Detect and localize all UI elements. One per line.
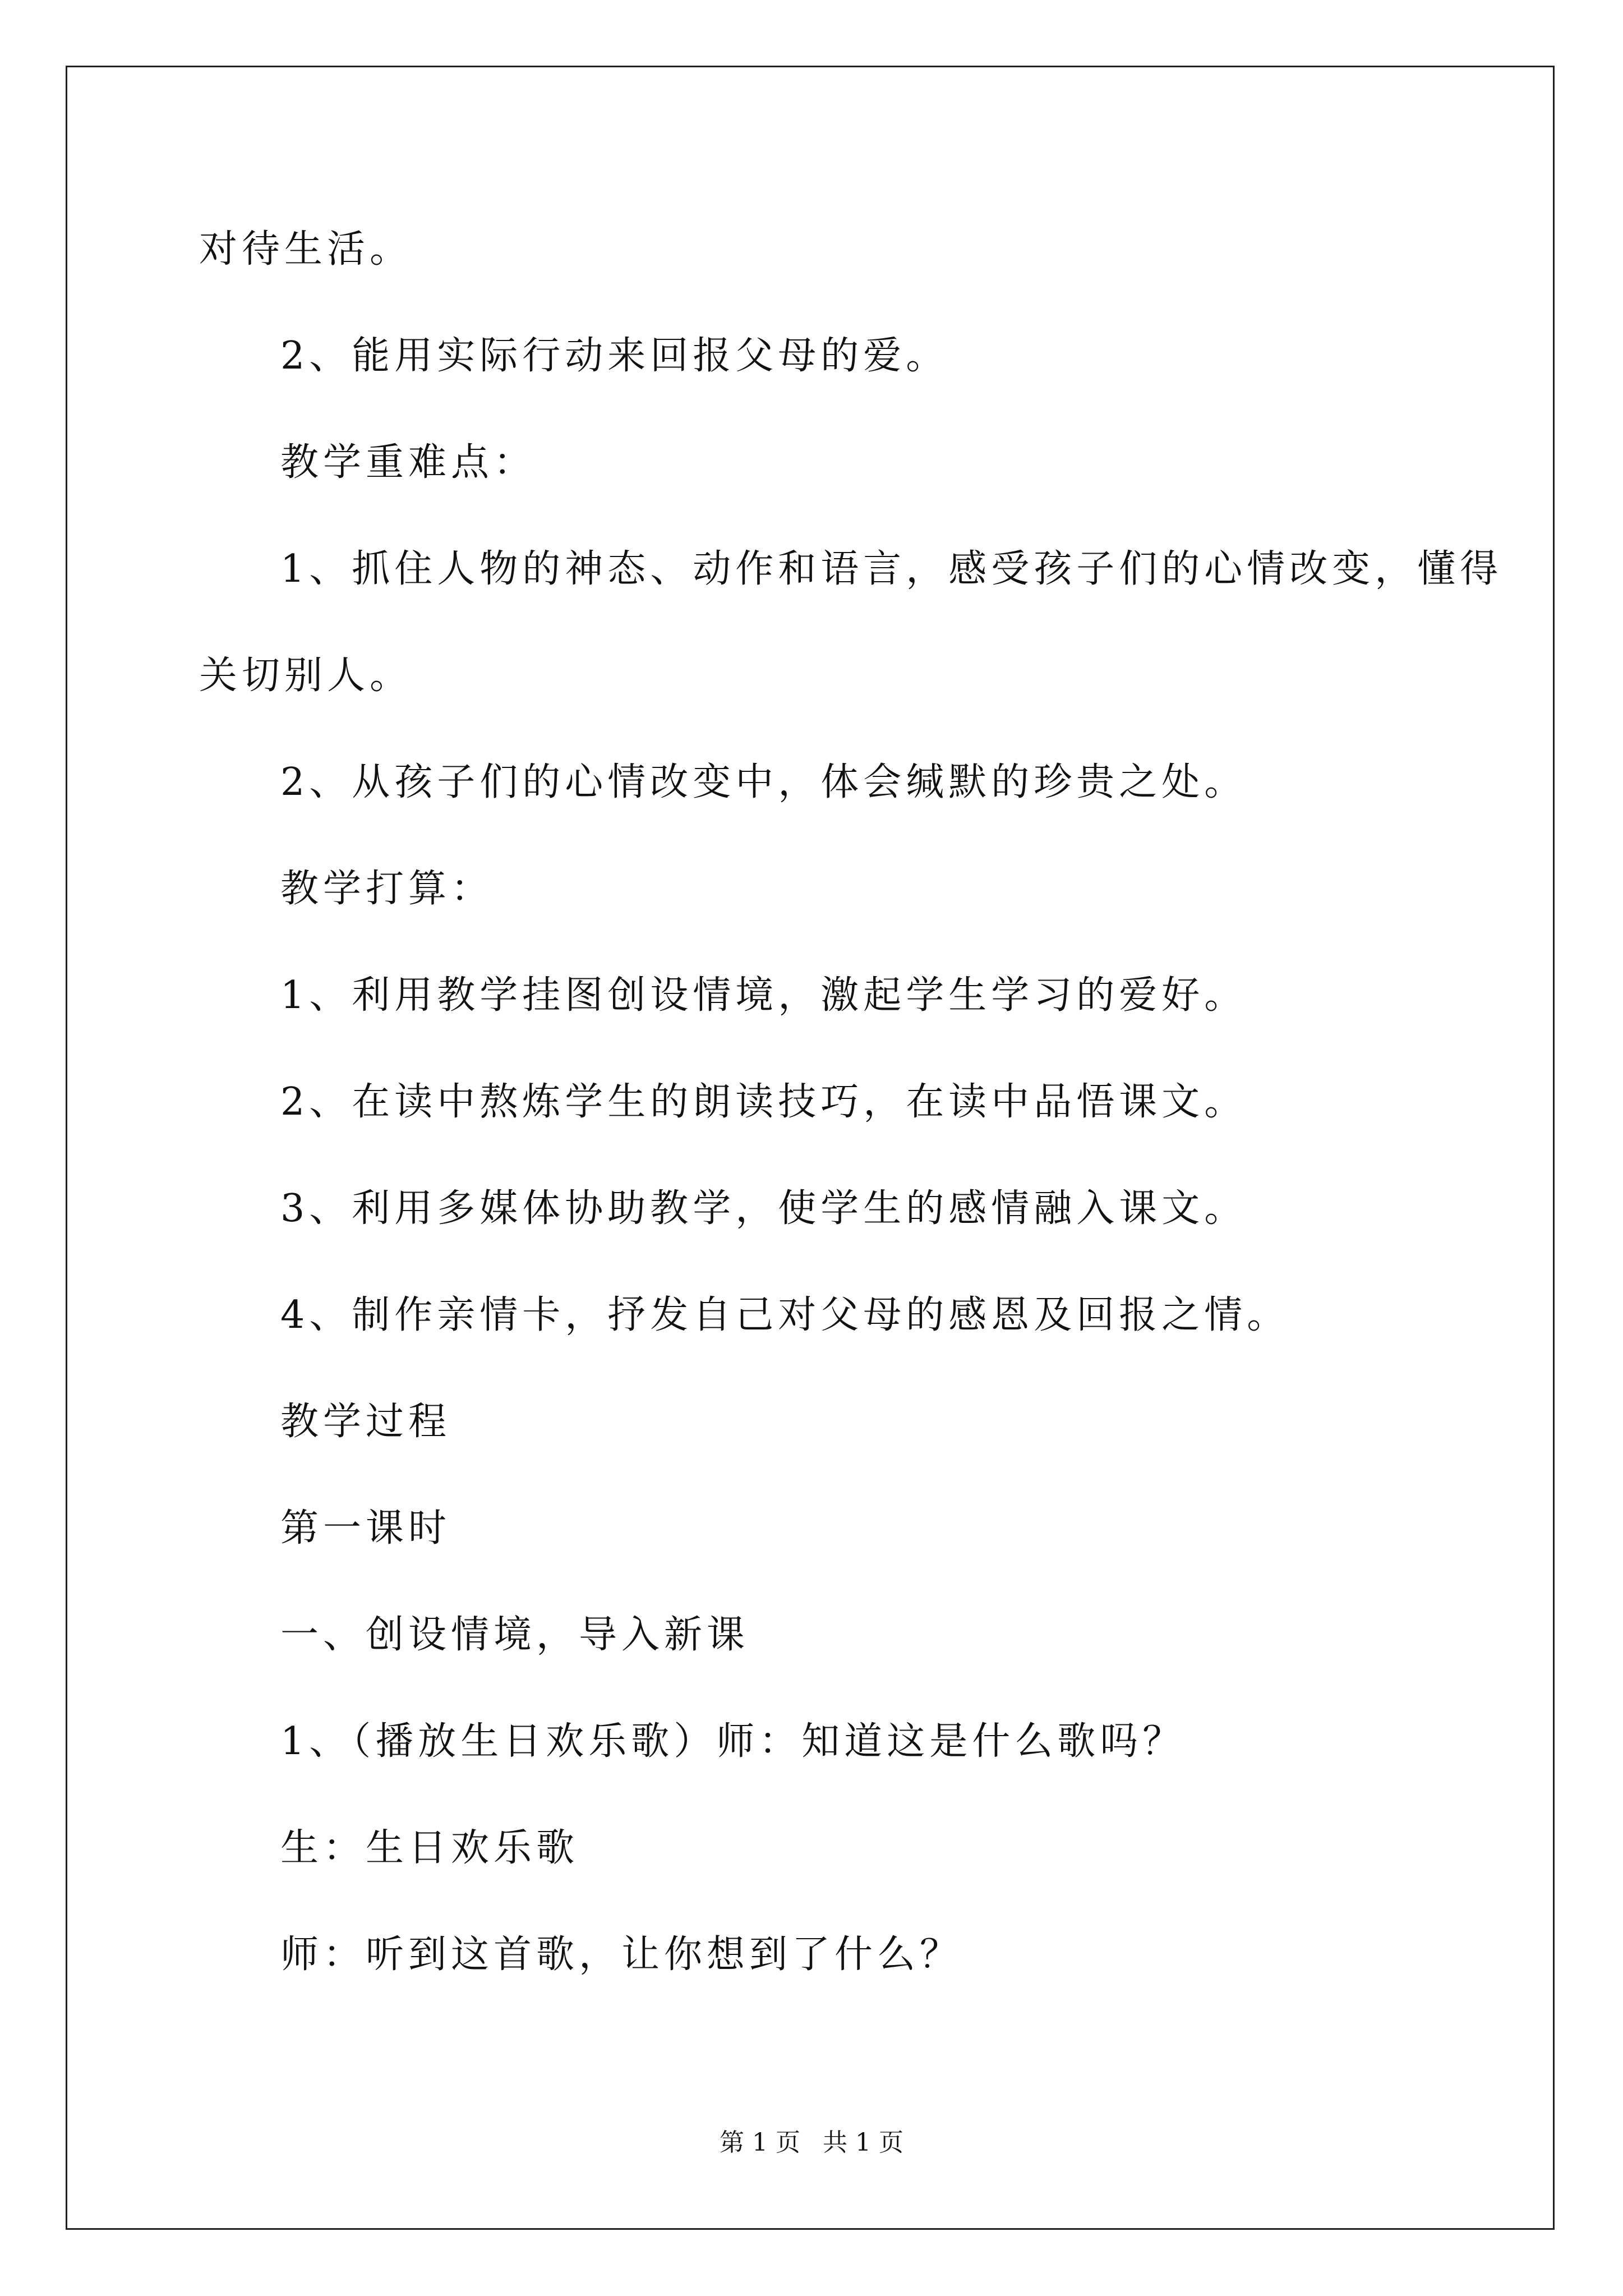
text-line: 对待生活。 bbox=[199, 227, 413, 272]
text-line: 教学过程 bbox=[280, 1400, 451, 1444]
text-line: 1、（播放生日欢乐歌）师：知道这是什么歌吗？ bbox=[280, 1719, 1186, 1764]
page-total: 共 1 页 bbox=[823, 2128, 903, 2157]
text-line: 关切别人。 bbox=[199, 654, 413, 698]
text-line: 教学打算： bbox=[280, 867, 494, 911]
text-line: 2、能用实际行动来回报父母的爱。 bbox=[280, 334, 949, 378]
text-line: 4、制作亲情卡，抒发自己对父母的感恩及回报之情。 bbox=[280, 1293, 1290, 1337]
text-line: 2、从孩子们的心情改变中，体会缄默的珍贵之处。 bbox=[280, 760, 1247, 804]
page-footer bbox=[0, 2127, 1623, 2159]
text-line: 教学重难点： bbox=[280, 440, 537, 485]
text-line: 3、利用多媒体协助教学，使学生的感情融入课文。 bbox=[280, 1186, 1247, 1231]
text-line: 2、在读中熬炼学生的朗读技巧，在读中品悟课文。 bbox=[280, 1080, 1247, 1124]
page-number: 第 1 页 bbox=[720, 2128, 800, 2157]
text-line: 一、创设情境，导入新课 bbox=[280, 1613, 750, 1657]
text-line: 生：生日欢乐歌 bbox=[280, 1826, 579, 1870]
text-line: 1、利用教学挂图创设情境，激起学生学习的爱好。 bbox=[280, 973, 1247, 1018]
text-line: 师：听到这首歌，让你想到了什么？ bbox=[280, 1932, 963, 1977]
text-line: 1、抓住人物的神态、动作和语言，感受孩子们的心情改变，懂得 bbox=[280, 547, 1503, 591]
text-line: 第一课时 bbox=[280, 1506, 451, 1550]
page-border bbox=[66, 66, 1555, 2230]
